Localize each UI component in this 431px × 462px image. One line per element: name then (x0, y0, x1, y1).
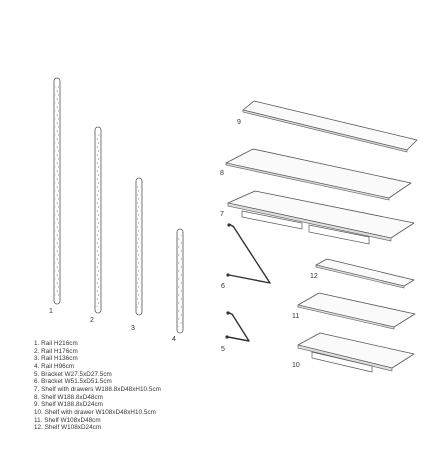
shelf-long-24 (243, 101, 417, 152)
rail-136 (136, 178, 142, 315)
component-legend (34, 340, 161, 432)
shelf-drawers-long-number: 7 (220, 211, 224, 218)
shelf-long-24-number: 9 (237, 119, 241, 126)
rail-176-number: 2 (90, 317, 94, 324)
bracket-small-number: 6 (221, 283, 225, 290)
legend-item: 3. Rail H136cm (34, 355, 78, 363)
rail-96-number: 4 (172, 336, 176, 343)
legend-item: 4. Rail H96cm (34, 362, 75, 370)
legend-item: 10. Shelf with drawer W108xD48xH10.5cm (34, 408, 156, 416)
rail-216-number: 1 (49, 308, 53, 315)
bracket-large (226, 223, 270, 283)
legend-item: 6. Bracket W51.5xD51.5cm (34, 378, 112, 386)
shelf-long-48-number: 8 (220, 170, 224, 177)
shelf-drawer-short-number: 10 (292, 362, 300, 369)
legend-item: 8. Shelf W188.8xD48cm (34, 393, 103, 401)
rail-216 (54, 78, 60, 304)
legend-item: 7. Shelf with drawers W188.8xD48xH10.5cm (34, 385, 161, 393)
legend-item: 2. Rail H176cm (34, 347, 78, 355)
shelf-short-24-number: 12 (310, 273, 318, 280)
rail-136-number: 3 (131, 325, 135, 332)
rail-176 (95, 127, 101, 313)
shelf-drawer-short (298, 333, 414, 372)
legend-item: 11. Shelf W108xD48cm (34, 416, 101, 424)
shelf-short-24 (316, 259, 414, 288)
bracket-large-number: 5 (221, 346, 225, 353)
shelf-short-48 (298, 293, 415, 329)
legend-item: 9. Shelf W188.8xD24cm (34, 401, 103, 409)
legend-item: 1. Rail H216cm (34, 340, 78, 347)
legend-item: 12. Shelf W108xD24cm (34, 424, 102, 432)
shelf-short-48-number: 11 (292, 313, 300, 320)
bracket-small (225, 311, 249, 341)
legend-item: 5. Bracket W27.5xD27.5cm (34, 370, 112, 378)
rail-96 (177, 229, 183, 333)
